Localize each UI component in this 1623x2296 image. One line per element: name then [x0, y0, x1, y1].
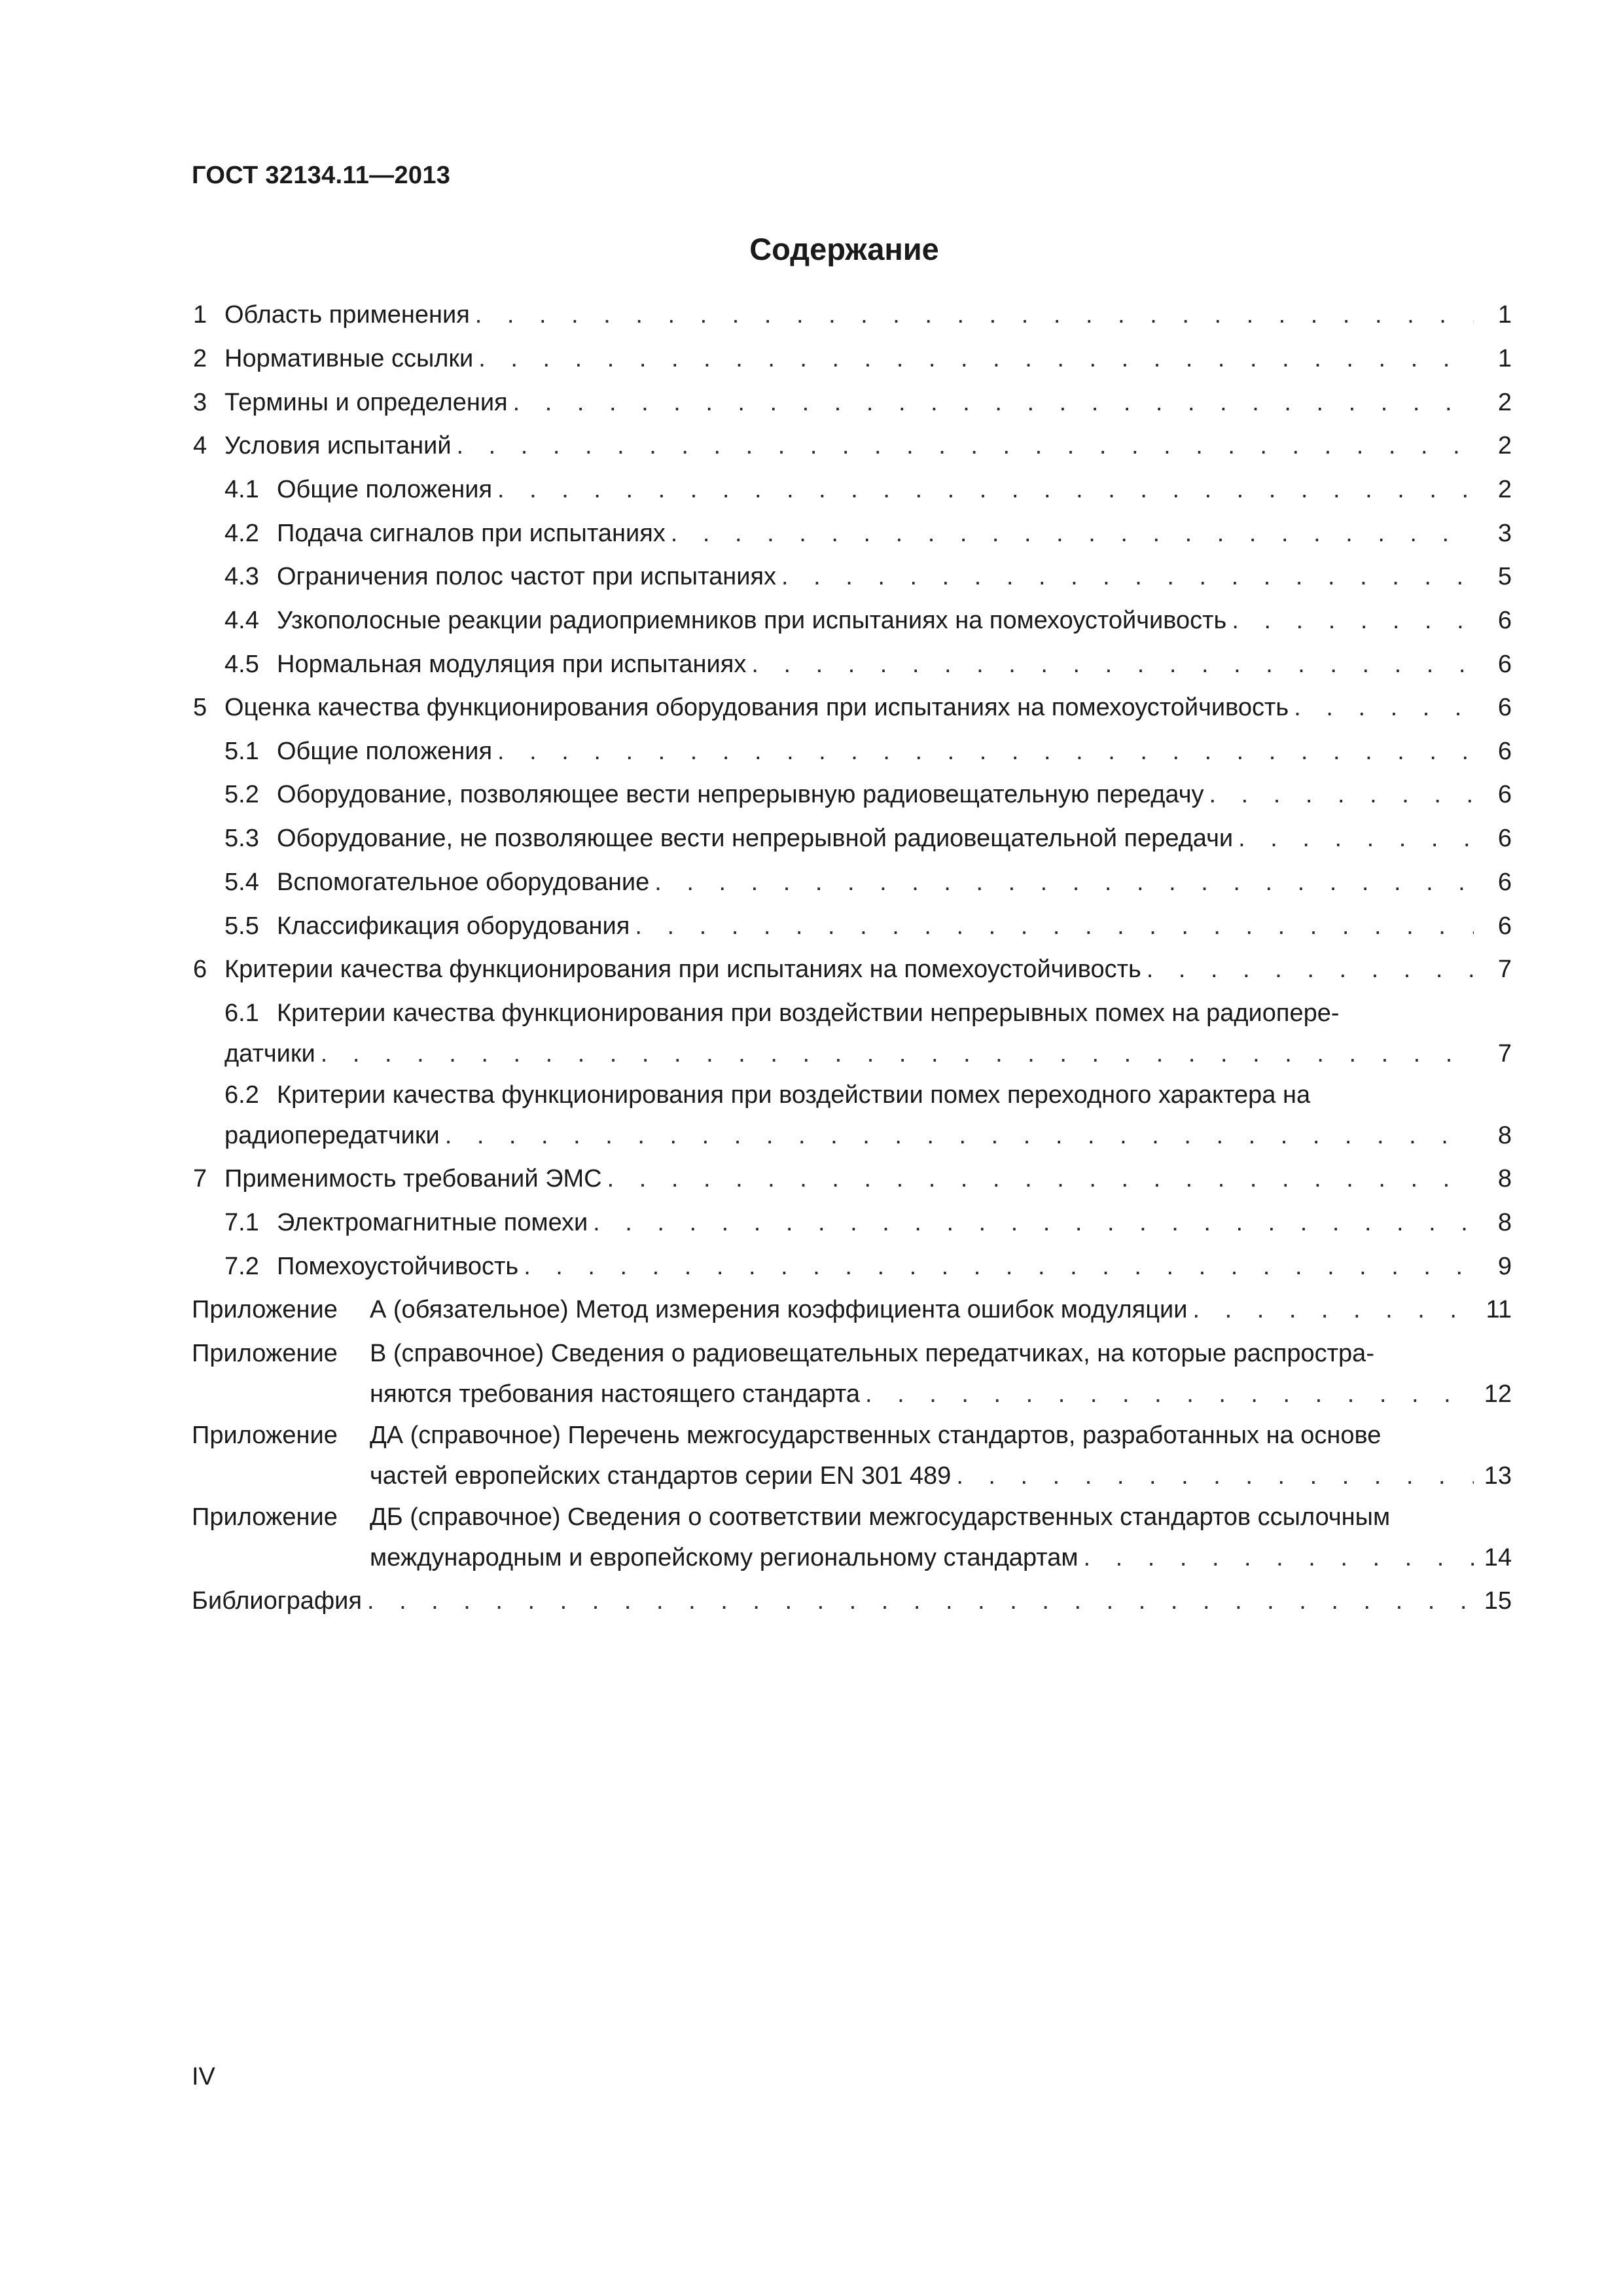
toc-entry-page: 9: [1497, 1253, 1512, 1280]
toc-entry-text: Классификация оборудования: [277, 912, 630, 940]
toc-entry-text: Критерии качества функционирования при воздействии непрерывных помех на радиопере-: [277, 999, 1340, 1027]
toc-entry-1[interactable]: [193, 300, 1512, 330]
toc-entry-number: 4.1: [224, 476, 259, 503]
appendix-label: Приложение: [192, 1503, 338, 1531]
toc-entry-page: 13: [1484, 1462, 1512, 1490]
dot-leader: [1192, 1295, 1474, 1325]
toc-bibliography[interactable]: [192, 1586, 1512, 1616]
toc-entry-page: 6: [1497, 651, 1512, 678]
toc-entry-6-1[interactable]: [224, 1039, 1512, 1069]
toc-entry-text: Помехоустойчивость: [277, 1253, 519, 1280]
toc-entry-text: Подача сигналов при испытаниях: [277, 520, 666, 547]
toc-entry-6-2-first-line[interactable]: [224, 1080, 1310, 1110]
toc-appendix-da-first-line[interactable]: [192, 1420, 1381, 1450]
toc-entry-5-4[interactable]: [224, 867, 1512, 897]
toc-entry-number: 4.4: [224, 607, 259, 634]
dot-leader: [671, 518, 1474, 548]
toc-entry-number: 5.2: [224, 781, 259, 808]
dot-leader: [478, 344, 1474, 374]
toc-entry-7-2[interactable]: [224, 1251, 1512, 1282]
dot-leader: [367, 1586, 1474, 1616]
toc-entry-6-1-first-line[interactable]: [224, 998, 1340, 1028]
toc-entry-5-1[interactable]: [224, 736, 1512, 766]
toc-entry-7-1[interactable]: [224, 1208, 1512, 1238]
toc-appendix-a[interactable]: [192, 1295, 1512, 1325]
toc-entry-4-3[interactable]: [224, 562, 1512, 592]
toc-entry-5-3[interactable]: [224, 823, 1512, 853]
toc-entry-4[interactable]: [193, 431, 1512, 461]
toc-entry-page: 14: [1484, 1544, 1512, 1571]
toc-entry-page: 6: [1497, 869, 1512, 896]
toc-entry-4-4[interactable]: [224, 605, 1512, 636]
toc-entry-number: 4.3: [224, 563, 259, 590]
dot-leader: [475, 300, 1474, 330]
toc-entry-7[interactable]: [193, 1164, 1512, 1194]
toc-entry-page: 6: [1497, 781, 1512, 808]
toc-entry-text: Узкополосные реакции радиоприемников при испытаниях на помехоустойчивость: [277, 607, 1227, 634]
toc-entry-page: 8: [1497, 1122, 1512, 1149]
toc-entry-page: 11: [1486, 1296, 1512, 1323]
toc-entry-page: 1: [1497, 345, 1512, 372]
toc-entry-number: 3: [193, 389, 207, 416]
toc-entry-page: 2: [1497, 476, 1512, 503]
dot-leader: [1294, 692, 1474, 723]
toc-title: Содержание: [749, 232, 939, 266]
toc-entry-page: 15: [1484, 1587, 1512, 1615]
dot-leader: [321, 1039, 1474, 1069]
toc-entry-page: 6: [1497, 607, 1512, 634]
toc-entry-number: 4: [193, 432, 207, 459]
toc-entry-page: 2: [1497, 389, 1512, 416]
toc-entry-text: Вспомогательное оборудование: [277, 869, 650, 896]
toc-entry-3[interactable]: [193, 387, 1512, 418]
toc-entry-text: Оценка качества функционирования оборудования при испытаниях на помехоустойчивость: [224, 694, 1289, 721]
toc-entry-text: Критерии качества функционирования при испытаниях на помехоустойчивость: [224, 956, 1141, 983]
toc-entry-text: Общие положения: [277, 476, 493, 503]
dot-leader: [445, 1121, 1474, 1151]
toc-entry-number: 4.5: [224, 651, 259, 678]
toc-entry-text: Нормативные ссылки: [224, 345, 474, 372]
toc-entry-5-5[interactable]: [224, 911, 1512, 941]
toc-entry-text: ДА (справочное) Перечень межгосударственных стандартов, разработанных на основе: [370, 1422, 1382, 1449]
toc-entry-text: В (справочное) Сведения о радиовещательных передатчиках, на которые распростра-: [370, 1340, 1374, 1367]
page-number: IV: [192, 2063, 215, 2090]
toc-entry-page: 8: [1497, 1165, 1512, 1193]
toc-entry-number: 5.1: [224, 738, 259, 765]
dot-leader: [607, 1164, 1474, 1194]
toc-entry-text: Применимость требований ЭМС: [224, 1165, 602, 1193]
toc-entry-6[interactable]: [193, 954, 1512, 984]
dot-leader: [1232, 605, 1474, 636]
toc-entry-6-2[interactable]: [224, 1121, 1512, 1151]
toc-appendix-da[interactable]: [370, 1461, 1512, 1491]
dot-leader: [593, 1208, 1474, 1238]
toc-entry-4-1[interactable]: [224, 475, 1512, 505]
toc-entry-page: 12: [1484, 1380, 1512, 1408]
dot-leader: [1209, 780, 1474, 810]
toc-entry-number: 7.1: [224, 1209, 259, 1236]
toc-entry-page: 2: [1497, 432, 1512, 459]
toc-entry-page: 8: [1497, 1209, 1512, 1236]
toc-entry-text: Общие положения: [277, 738, 493, 765]
toc-entry-text: Условия испытаний: [224, 432, 452, 459]
toc-entry-text-continued: частей европейских стандартов серии EN 301 489: [370, 1462, 952, 1490]
toc-entry-page: 6: [1497, 738, 1512, 765]
appendix-label: Приложение: [192, 1422, 338, 1449]
toc-appendix-b[interactable]: [370, 1379, 1512, 1409]
toc-entry-page: 5: [1497, 563, 1512, 590]
appendix-label: Приложение: [192, 1296, 338, 1323]
toc-entry-number: 5.5: [224, 912, 259, 940]
toc-entry-number: 6.1: [224, 999, 259, 1027]
toc-entry-text-continued: датчики: [224, 1040, 315, 1067]
toc-entry-number: 7.2: [224, 1253, 259, 1280]
toc-entry-number: 5.4: [224, 869, 259, 896]
toc-entry-text: Термины и определения: [224, 389, 508, 416]
toc-entry-text-continued: радиопередатчики: [224, 1122, 440, 1149]
toc-entry-page: 7: [1497, 956, 1512, 983]
toc-entry-2[interactable]: [193, 344, 1512, 374]
appendix-label: Приложение: [192, 1340, 338, 1367]
toc-entry-number: 5.3: [224, 825, 259, 852]
toc-entry-number: 6.2: [224, 1081, 259, 1109]
toc-entry-number: 2: [193, 345, 207, 372]
toc-entry-text: Критерии качества функционирования при воздействии помех переходного характера на: [277, 1081, 1311, 1109]
toc-entry-number: 1: [193, 301, 207, 329]
dot-leader: [1083, 1543, 1474, 1573]
toc-entry-text: А (обязательное) Метод измерения коэффициента ошибок модуляции: [370, 1296, 1188, 1323]
toc-entry-page: 6: [1497, 825, 1512, 852]
dot-leader: [497, 736, 1474, 766]
toc-entry-text-continued: няются требования настоящего стандарта: [370, 1380, 861, 1408]
dot-leader: [956, 1461, 1474, 1491]
dot-leader: [865, 1379, 1474, 1409]
dot-leader: [1238, 823, 1474, 853]
toc-entry-page: 6: [1497, 694, 1512, 721]
toc-entry-text: Ограничения полос частот при испытаниях: [277, 563, 777, 590]
dot-leader: [751, 649, 1474, 679]
dot-leader: [781, 562, 1474, 592]
toc-entry-text: Электромагнитные помехи: [277, 1209, 588, 1236]
toc-entry-page: 6: [1497, 912, 1512, 940]
toc-entry-text: Область применения: [224, 301, 470, 329]
dot-leader: [524, 1251, 1474, 1282]
toc-entry-4-5[interactable]: [224, 649, 1512, 679]
toc-entry-number: 7: [193, 1165, 207, 1193]
toc-entry-text: Библиография: [192, 1587, 362, 1615]
dot-leader: [635, 911, 1474, 941]
toc-appendix-db-first-line[interactable]: [192, 1502, 1390, 1532]
dot-leader: [513, 387, 1474, 418]
toc-entry-text: Оборудование, позволяющее вести непрерывную радиовещательную передачу: [277, 781, 1204, 808]
dot-leader: [457, 431, 1474, 461]
toc-entry-page: 3: [1497, 520, 1512, 547]
dot-leader: [497, 475, 1474, 505]
toc-entry-page: 7: [1497, 1040, 1512, 1067]
dot-leader: [1147, 954, 1474, 984]
toc-appendix-b-first-line[interactable]: [192, 1338, 1374, 1369]
toc-entry-5-2[interactable]: [224, 780, 1512, 810]
toc-entry-text-continued: международным и европейскому региональному стандартам: [370, 1544, 1079, 1571]
toc-entry-text: Нормальная модуляция при испытаниях: [277, 651, 747, 678]
toc-entry-text: Оборудование, не позволяющее вести непрерывной радиовещательной передачи: [277, 825, 1234, 852]
doc-code: ГОСТ 32134.11—2013: [192, 162, 451, 189]
toc-appendix-db[interactable]: [370, 1543, 1512, 1573]
toc-entry-4-2[interactable]: [224, 518, 1512, 548]
toc-entry-number: 5: [193, 694, 207, 721]
toc-entry-5[interactable]: [193, 692, 1512, 723]
toc-entry-number: 6: [193, 956, 207, 983]
toc-entry-page: 1: [1497, 301, 1512, 329]
toc-entry-text: ДБ (справочное) Сведения о соответствии межгосударственных стандартов ссылочным: [370, 1503, 1391, 1531]
dot-leader: [654, 867, 1474, 897]
toc-entry-number: 4.2: [224, 520, 259, 547]
